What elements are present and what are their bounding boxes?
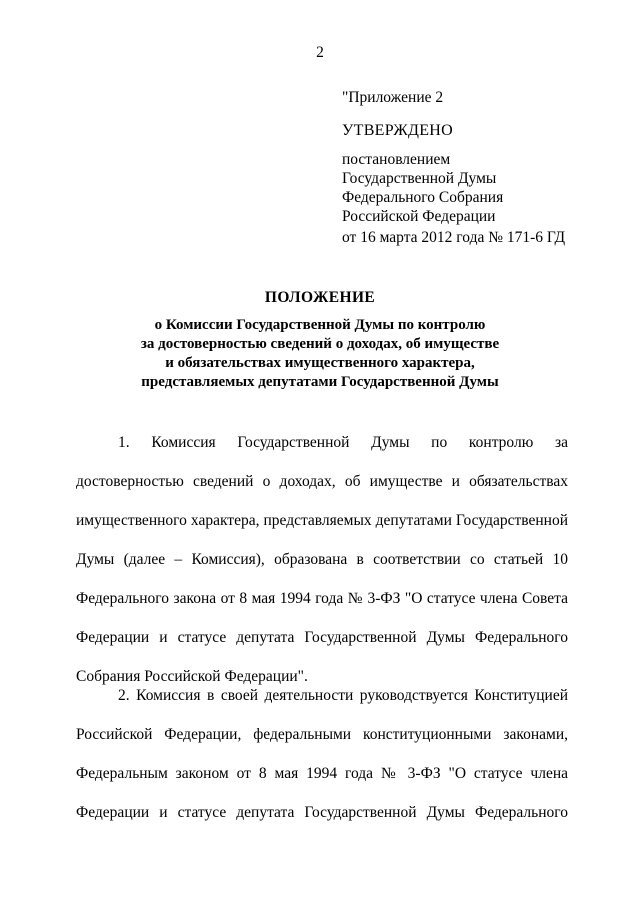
subtitle-line: о Комиссии Государственной Думы по контролю — [154, 317, 486, 333]
resolution-line: Государственной Думы — [342, 170, 497, 187]
resolution-block — [342, 150, 503, 226]
resolution-date: от 16 марта 2012 года № 171-6 ГД — [342, 229, 566, 246]
paragraph-line: Федеральным законом от 8 мая 1994 года № 3-ФЗ "О статусе члена — [76, 765, 568, 782]
appendix-label: "Приложение 2 — [342, 89, 444, 106]
resolution-line: Российской Федерации — [342, 208, 496, 225]
paragraph-line: Думы (далее – Комиссия), образована в соответствии со статьей 10 — [76, 551, 568, 568]
paragraph-line: 2. Комиссия в своей деятельности руководствуется Конституцией — [118, 687, 568, 704]
paragraph-line: Федерации и статусе депутата Государственной Думы Федерального — [76, 629, 568, 646]
document-title: ПОЛОЖЕНИЕ — [264, 289, 376, 306]
subtitle-line: за достоверностью сведений о доходах, об имуществе — [140, 336, 500, 352]
paragraph-2 — [76, 676, 568, 832]
resolution-line: Федерального Собрания — [342, 189, 504, 206]
document-subtitle — [0, 316, 640, 392]
paragraph-line: Федерального закона от 8 мая 1994 года № 3-ФЗ "О статусе члена Совета — [76, 590, 568, 607]
subtitle-line: и обязательствах имущественного характера, — [165, 355, 475, 371]
paragraph-line: Федерации и статусе депутата Государственной Думы Федерального — [76, 804, 568, 821]
paragraph-line: Собрания Российской Федерации". — [76, 668, 308, 685]
paragraph-line: имущественного характера, представляемых депутатами Государственной — [76, 512, 568, 529]
resolution-line: постановлением — [342, 151, 451, 168]
paragraph-line: 1. Комиссия Государственной Думы по контролю за — [118, 434, 568, 451]
paragraph-line: достоверностью сведений о доходах, об имуществе и обязательствах — [76, 473, 568, 490]
page-number: 2 — [316, 44, 324, 61]
paragraph-line: Российской Федерации, федеральными конституционными законами, — [76, 726, 568, 743]
approved-stamp-heading: УТВЕРЖДЕНО — [342, 122, 454, 139]
paragraph-1 — [76, 423, 568, 696]
subtitle-line: представляемых депутатами Государственной Думы — [141, 374, 499, 390]
